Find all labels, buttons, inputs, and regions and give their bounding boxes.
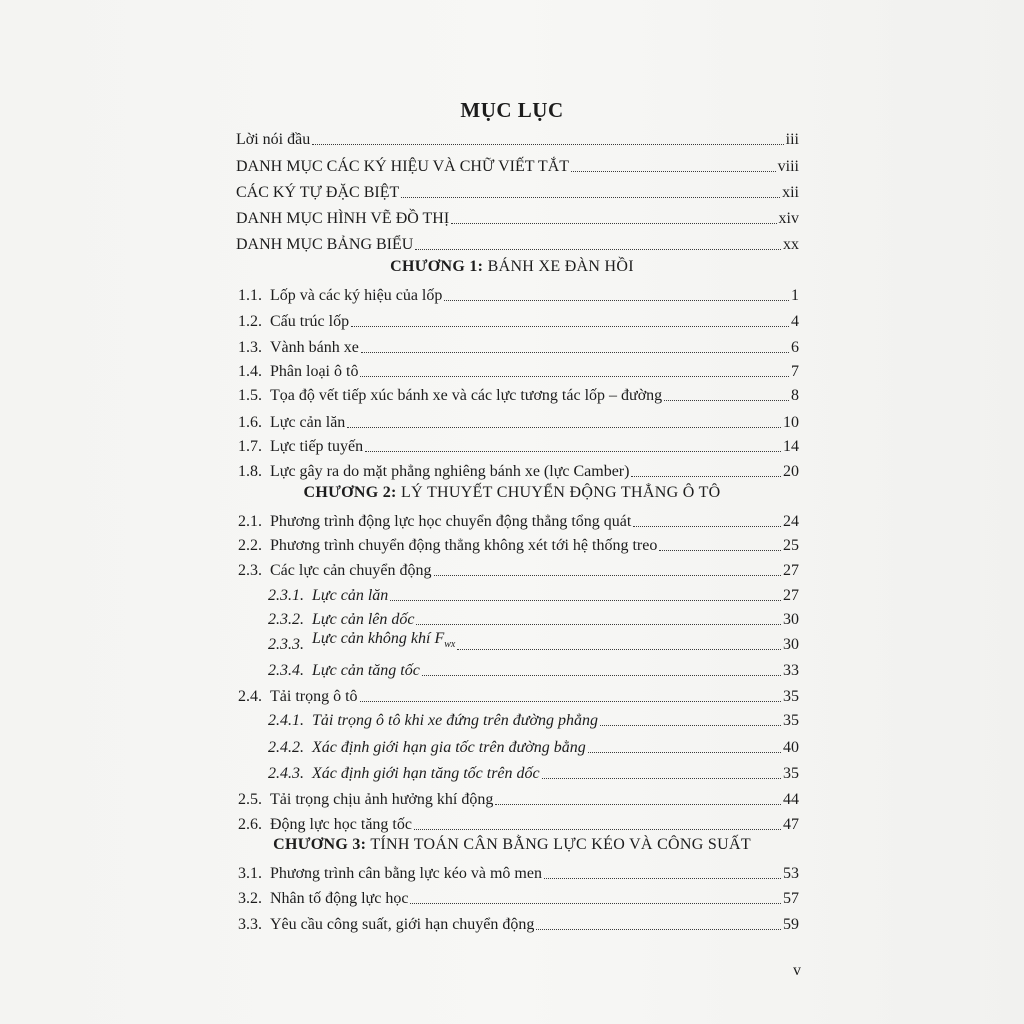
dot-leader — [415, 248, 781, 250]
toc-entry-1-8[interactable] — [238, 458, 799, 482]
toc-entry-label: CÁC KÝ TỰ ĐẶC BIỆT — [236, 184, 400, 201]
toc-entry-label: Tải trọng ô tô — [270, 688, 358, 705]
toc-entry-label: Lực cản lăn — [312, 587, 389, 604]
toc-entry-1-7[interactable] — [238, 433, 799, 457]
toc-entry-label: Phương trình cân bằng lực kéo và mô men — [270, 865, 542, 882]
toc-entry-label: Tọa độ vết tiếp xúc bánh xe và các lực tương tác lốp – đường — [270, 387, 663, 404]
dot-leader — [361, 351, 789, 353]
toc-entry-label: Lực cản lên dốc — [312, 611, 415, 628]
dot-leader — [410, 902, 781, 904]
toc-entry-page: 35 — [783, 688, 799, 705]
toc-entry-3-3[interactable] — [238, 911, 799, 935]
toc-entry-front-4[interactable] — [236, 205, 799, 229]
toc-entry-number: 2.1. — [238, 513, 262, 530]
toc-entry-number: 3.1. — [238, 865, 262, 882]
toc-entry-number: 1.8. — [238, 463, 262, 480]
toc-entry-label: DANH MỤC HÌNH VẼ ĐỒ THỊ — [236, 210, 450, 227]
toc-entry-page: 27 — [783, 587, 799, 604]
subscript-wx: wx — [444, 639, 456, 650]
toc-entry-page: 35 — [783, 765, 799, 782]
dot-leader — [444, 299, 789, 301]
toc-entry-page: viii — [777, 158, 799, 175]
toc-entry-label: Xác định giới hạn tăng tốc trên dốc — [312, 765, 540, 782]
toc-entry-number: 2.3.2. — [268, 611, 304, 628]
toc-entry-label: Lời nói đầu — [236, 131, 311, 148]
toc-entry-2-4-2[interactable] — [268, 734, 799, 758]
toc-entry-page: 1 — [791, 287, 799, 304]
toc-entry-label: Lực gây ra do mặt phẳng nghiêng bánh xe (lực Camber) — [270, 463, 630, 480]
toc-entry-page: 24 — [783, 513, 799, 530]
toc-entry-page: xiv — [778, 210, 799, 227]
dot-leader — [588, 751, 781, 753]
toc-entry-number: 1.5. — [238, 387, 262, 404]
toc-entry-2-5[interactable] — [238, 786, 799, 810]
toc-entry-page: 6 — [791, 339, 799, 356]
toc-entry-front-5[interactable] — [236, 231, 799, 255]
toc-entry-label — [312, 629, 455, 655]
dot-leader — [416, 623, 781, 625]
toc-entry-page: xii — [782, 184, 799, 201]
toc-entry-number: 3.2. — [238, 890, 262, 907]
dot-leader — [659, 549, 781, 551]
toc-entry-label: Tải trọng ô tô khi xe đứng trên đường phẳng — [312, 712, 598, 729]
toc-entry-front-1[interactable] — [236, 126, 799, 150]
toc-entry-page: 57 — [783, 890, 799, 907]
toc-entry-2-3-4[interactable] — [268, 657, 799, 681]
toc-entry-number: 1.7. — [238, 438, 262, 455]
toc-entry-label: Vành bánh xe — [270, 339, 359, 356]
dot-leader — [542, 777, 781, 779]
toc-entry-label: Lực cản tăng tốc — [312, 662, 420, 679]
toc-entry-number: 2.5. — [238, 791, 262, 808]
toc-entry-number: 2.3. — [238, 562, 262, 579]
toc-entry-page: 10 — [783, 414, 799, 431]
toc-entry-number: 1.3. — [238, 339, 262, 356]
dot-leader — [631, 475, 781, 477]
toc-entry-number: 2.6. — [238, 816, 262, 833]
dot-leader — [600, 724, 781, 726]
toc-entry-number: 1.4. — [238, 363, 262, 380]
toc-entry-label: Lốp và các ký hiệu của lốp — [270, 287, 443, 304]
toc-entry-2-3-3[interactable] — [268, 631, 799, 655]
dot-leader — [414, 828, 781, 830]
dot-leader — [347, 426, 781, 428]
toc-entry-1-2[interactable] — [238, 308, 799, 332]
toc-entry-2-3-2[interactable] — [268, 606, 799, 630]
toc-entry-page: 30 — [783, 636, 799, 653]
dot-leader — [365, 450, 781, 452]
dot-leader — [401, 196, 780, 198]
chapter-title: TÍNH TOÁN CÂN BẰNG LỰC KÉO VÀ CÔNG SUẤT — [370, 836, 751, 853]
toc-entry-label: DANH MỤC CÁC KÝ HIỆU VÀ CHỮ VIẾT TẮT — [236, 158, 570, 175]
dot-leader — [495, 803, 781, 805]
page-number: v — [793, 962, 801, 979]
toc-entry-page: 8 — [791, 387, 799, 404]
dot-leader — [633, 525, 781, 527]
toc-entry-1-4[interactable] — [238, 358, 799, 382]
dot-leader — [390, 599, 781, 601]
chapter-heading-2[interactable] — [0, 484, 1024, 502]
toc-entry-2-3[interactable] — [238, 557, 799, 581]
toc-entry-1-5[interactable] — [238, 382, 799, 406]
toc-entry-label: Xác định giới hạn gia tốc trên đường bằng — [312, 739, 586, 756]
toc-entry-2-6[interactable] — [238, 811, 799, 835]
toc-entry-number: 2.4.1. — [268, 712, 304, 729]
toc-entry-label: Nhân tố động lực học — [270, 890, 409, 907]
toc-entry-number: 1.6. — [238, 414, 262, 431]
toc-entry-number: 2.3.4. — [268, 662, 304, 679]
toc-entry-page: xx — [783, 236, 799, 253]
dot-leader — [571, 170, 776, 172]
chapter-label: CHƯƠNG 3: — [273, 836, 367, 853]
toc-entry-page: 25 — [783, 537, 799, 554]
dot-leader — [664, 399, 789, 401]
toc-entry-3-1[interactable] — [238, 860, 799, 884]
page-title: MỤC LỤC — [460, 98, 564, 122]
dot-leader — [434, 574, 782, 576]
toc-entry-2-4[interactable] — [238, 683, 799, 707]
toc-entry-2-4-3[interactable] — [268, 760, 799, 784]
toc-entry-number: 2.3.3. — [268, 636, 304, 653]
dot-leader — [544, 877, 781, 879]
toc-entry-page: 30 — [783, 611, 799, 628]
toc-entry-page: 53 — [783, 865, 799, 882]
toc-entry-label: Cấu trúc lốp — [270, 313, 350, 330]
chapter-heading-1[interactable] — [0, 258, 1024, 276]
toc-entry-label: DANH MỤC BẢNG BIỂU — [236, 236, 414, 253]
toc-entry-3-2[interactable] — [238, 885, 799, 909]
toc-entry-2-1[interactable] — [238, 508, 799, 532]
toc-entry-front-3[interactable] — [236, 179, 799, 203]
toc-entry-1-3[interactable] — [238, 334, 799, 358]
chapter-heading-3[interactable] — [0, 836, 1024, 854]
dot-leader — [536, 928, 781, 930]
toc-entry-page: iii — [785, 131, 799, 148]
toc-entry-number: 2.3.1. — [268, 587, 304, 604]
toc-entry-label: Phương trình chuyển động thẳng không xét tới hệ thống treo — [270, 537, 658, 554]
toc-entry-page: 35 — [783, 712, 799, 729]
chapter-title: LÝ THUYẾT CHUYỂN ĐỘNG THẲNG Ô TÔ — [401, 484, 721, 501]
dot-leader — [451, 222, 776, 224]
toc-entry-page: 27 — [783, 562, 799, 579]
toc-entry-2-4-1[interactable] — [268, 707, 799, 731]
toc-entry-2-3-1[interactable] — [268, 582, 799, 606]
dot-leader — [360, 375, 789, 377]
toc-entry-label: Phương trình động lực học chuyển động thẳng tổng quát — [270, 513, 632, 530]
toc-entry-number: 1.2. — [238, 313, 262, 330]
toc-entry-1-6[interactable] — [238, 409, 799, 433]
toc-entry-number: 3.3. — [238, 916, 262, 933]
toc-entry-label: Phân loại ô tô — [270, 363, 359, 380]
toc-entry-front-2[interactable] — [236, 153, 799, 177]
dot-leader — [422, 674, 781, 676]
toc-entry-page: 44 — [783, 791, 799, 808]
toc-entry-number: 2.4.2. — [268, 739, 304, 756]
toc-entry-page: 20 — [783, 463, 799, 480]
toc-entry-number: 2.4.3. — [268, 765, 304, 782]
dot-leader — [457, 648, 781, 650]
toc-entry-1-1[interactable] — [238, 282, 799, 306]
toc-entry-label: Các lực cản chuyển động — [270, 562, 432, 579]
dot-leader — [360, 700, 781, 702]
chapter-title: BÁNH XE ĐÀN HỒI — [487, 258, 634, 275]
toc-entry-label: Lực tiếp tuyến — [270, 438, 364, 455]
toc-entry-label: Lực cản lăn — [270, 414, 346, 431]
toc-entry-page: 59 — [783, 916, 799, 933]
dot-leader — [351, 325, 789, 327]
toc-entry-number: 1.1. — [238, 287, 262, 304]
toc-entry-label: Tải trọng chịu ảnh hưởng khí động — [270, 791, 494, 808]
toc-entry-label: Động lực học tăng tốc — [270, 816, 412, 833]
dot-leader — [312, 143, 783, 145]
toc-entry-label-text: Lực cản không khí F — [312, 629, 445, 647]
toc-entry-page: 40 — [783, 739, 799, 756]
chapter-label: CHƯƠNG 2: — [303, 484, 397, 501]
toc-entry-page: 7 — [791, 363, 799, 380]
toc-entry-page: 4 — [791, 313, 799, 330]
toc-entry-label: Yêu cầu công suất, giới hạn chuyển động — [270, 916, 535, 933]
toc-entry-page: 47 — [783, 816, 799, 833]
toc-entry-page: 14 — [783, 438, 799, 455]
toc-entry-number: 2.2. — [238, 537, 262, 554]
toc-entry-2-2[interactable] — [238, 532, 799, 556]
toc-entry-page: 33 — [783, 662, 799, 679]
toc-entry-number: 2.4. — [238, 688, 262, 705]
chapter-label: CHƯƠNG 1: — [390, 258, 484, 275]
